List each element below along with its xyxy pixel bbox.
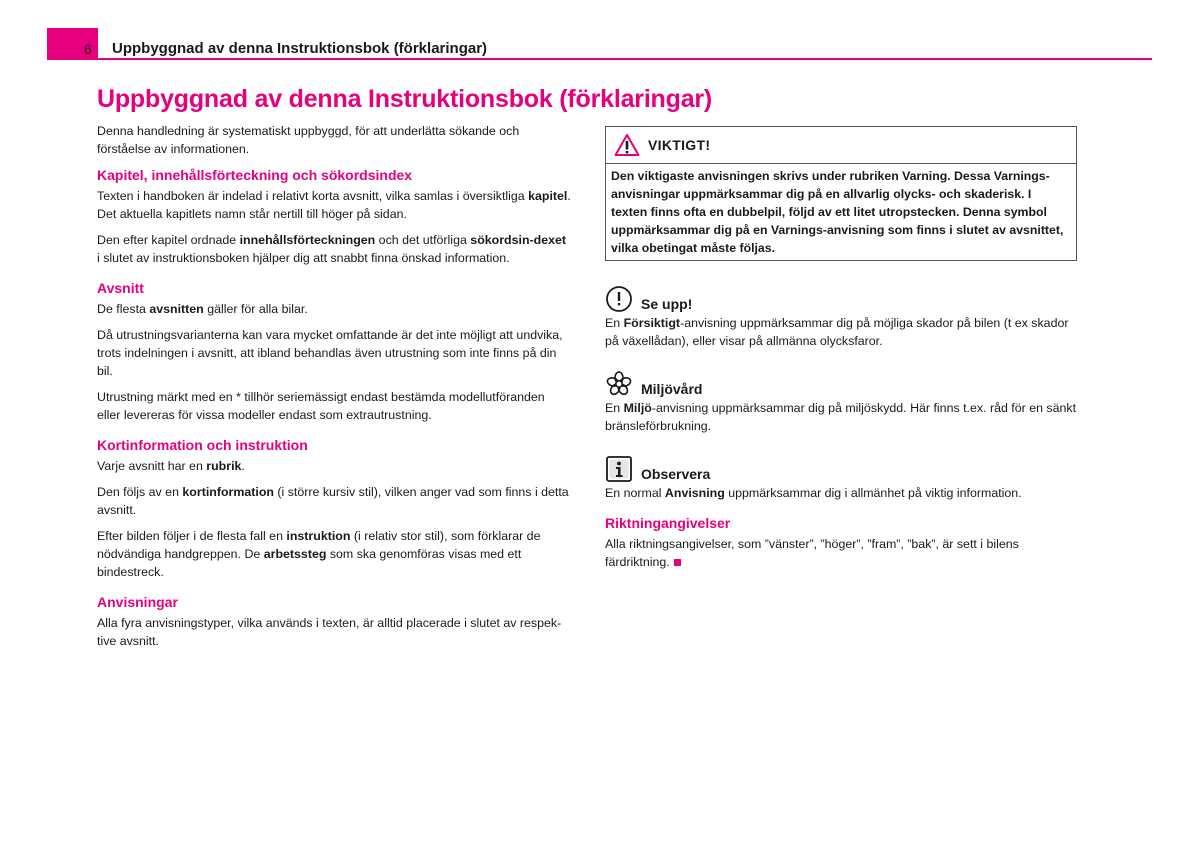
info-label: Observera xyxy=(641,466,711,482)
text-run: gäller för alla bilar. xyxy=(203,302,308,316)
bold-term: sökordsin-dexet xyxy=(470,233,567,247)
text-run: . xyxy=(241,459,245,473)
avsnitt-paragraph-3: Utrustning märkt med en * tillhör seriemässigt endast bestämda modellutföranden eller levereras för vissa modeller endast som extrautrustning. xyxy=(97,390,545,422)
warning-body: Den viktigaste anvisningen skrivs under rubriken Varning. Dessa Varnings-anvisningar uppmärksammar dig på en allvarlig olycks- och skaderisk. I texten finns ofta en dubbelpil, följd av ett litet utropstecken. Denna symbol uppmärksammar dig på en Varnings-anvisning som finns i slutet av avsnittet, vilka obetingat måste följas. xyxy=(611,169,1064,255)
text-run: Den efter kapitel ordnade xyxy=(97,233,240,247)
section-heading-kortinformation: Kortinformation och instruktion xyxy=(97,437,308,453)
exclamation-circle-icon xyxy=(605,285,633,313)
bold-term: Anvisning xyxy=(664,486,725,500)
info-text xyxy=(605,484,1077,502)
text-run: som ska genomföras visas med ett bindestreck. xyxy=(97,547,522,579)
caution-header xyxy=(605,283,1077,313)
flower-icon xyxy=(605,370,633,398)
intro-paragraph: Denna handledning är systematiskt uppbyggd, för att underlätta sökande och förståelse av informationen. xyxy=(97,124,520,156)
page-title: Uppbyggnad av denna Instruktionsbok (förklaringar) xyxy=(97,85,713,113)
section-heading-anvisningar: Anvisningar xyxy=(97,594,178,610)
text-run: Den följs av en xyxy=(97,485,183,499)
warning-triangle-icon xyxy=(614,133,640,157)
caution-note xyxy=(605,283,1077,350)
bold-term: kapitel xyxy=(528,189,568,203)
avsnitt-paragraph-2: Då utrustningsvarianterna kan vara mycket omfattande är det inte möjligt att undvika, trots indelningen i avsnitt, att ibland behandlas även utrustning som inte finns på din bil. xyxy=(97,328,563,378)
text-run: En xyxy=(605,316,624,330)
anvisningar-paragraph: Alla fyra anvisningstyper, vilka används i texten, är alltid placerade i slutet av respek-tive avsnitt. xyxy=(97,616,562,648)
text-run: En normal xyxy=(605,486,665,500)
section-heading-riktning: Riktningangivelser xyxy=(605,515,731,531)
text-run: och det utförliga xyxy=(375,233,471,247)
text-run: (i relativ stor stil), som förklarar de nödvändiga handgreppen. De xyxy=(97,529,541,561)
avsnitt-paragraph-1 xyxy=(97,300,571,318)
environment-note xyxy=(605,368,1077,435)
text-run: -anvisning uppmärksammar dig på möjliga skador på bilen (t ex skador på växellådan), eller visar på allmänna olycksfaror. xyxy=(605,316,1069,348)
kortinformation-paragraph-3 xyxy=(97,527,571,581)
caution-label: Se upp! xyxy=(641,296,693,312)
bold-term: avsnitten xyxy=(149,302,204,316)
info-note xyxy=(605,453,1077,502)
text-run: Efter bilden följer i de flesta fall en xyxy=(97,529,287,543)
text-run: -anvisning uppmärksammar dig på miljöskydd. Här finns t.ex. råd för en sänkt bränsleförbrukning. xyxy=(605,401,1077,433)
text-run: Texten i handboken är indelad i relativt korta avsnitt, vilka samlas i översiktliga xyxy=(97,189,529,203)
direction-paragraph xyxy=(605,535,1077,571)
running-header-title: Uppbyggnad av denna Instruktionsbok (förklaringar) xyxy=(112,40,488,57)
text-run: (i större kursiv stil), vilken anger vad som finns i detta avsnitt. xyxy=(97,485,569,517)
caution-text xyxy=(605,314,1077,350)
environment-text xyxy=(605,399,1077,435)
environment-label: Miljövård xyxy=(641,381,703,397)
warning-label: VIKTIGT! xyxy=(648,137,711,153)
end-of-section-marker xyxy=(674,559,681,566)
kapitel-paragraph-2 xyxy=(97,231,571,267)
bold-term: kortinformation xyxy=(182,485,274,499)
environment-header xyxy=(605,368,1077,398)
kortinformation-paragraph-1 xyxy=(97,457,571,475)
section-heading-kapitel: Kapitel, innehållsförteckning och sökordsindex xyxy=(97,167,413,183)
text-run: En xyxy=(605,401,624,415)
text-run: Alla riktningsangivelser, som ”vänster”, ”höger”, ”fram”, ”bak”, är sett i bilens färdriktning. xyxy=(605,537,1019,569)
warning-header xyxy=(606,127,1076,164)
bold-term: Försiktigt xyxy=(623,316,681,330)
kapitel-paragraph-1 xyxy=(97,187,571,223)
bold-term: rubrik xyxy=(206,459,242,473)
page-number: 6 xyxy=(84,41,92,57)
warning-box xyxy=(605,126,1077,261)
bold-term: arbetssteg xyxy=(263,547,327,561)
info-icon xyxy=(605,455,633,483)
info-header xyxy=(605,453,1077,483)
text-run: De flesta xyxy=(97,302,150,316)
bold-term: instruktion xyxy=(286,529,351,543)
text-run: uppmärksammar dig i allmänhet på viktig information. xyxy=(724,486,1022,500)
text-run: . Det aktuella kapitlets namn står nertill till höger på sidan. xyxy=(97,189,571,221)
text-run: Varje avsnitt har en xyxy=(97,459,207,473)
bold-term: Miljö xyxy=(623,401,652,415)
left-column xyxy=(97,122,571,658)
kortinformation-paragraph-2 xyxy=(97,483,571,519)
text-run: i slutet av instruktionsboken hjälper dig att snabbt finna önskad information. xyxy=(97,251,510,265)
right-column xyxy=(605,126,1077,579)
header-rule xyxy=(47,58,1152,60)
bold-term: innehållsförteckningen xyxy=(239,233,376,247)
section-heading-avsnitt: Avsnitt xyxy=(97,280,144,296)
